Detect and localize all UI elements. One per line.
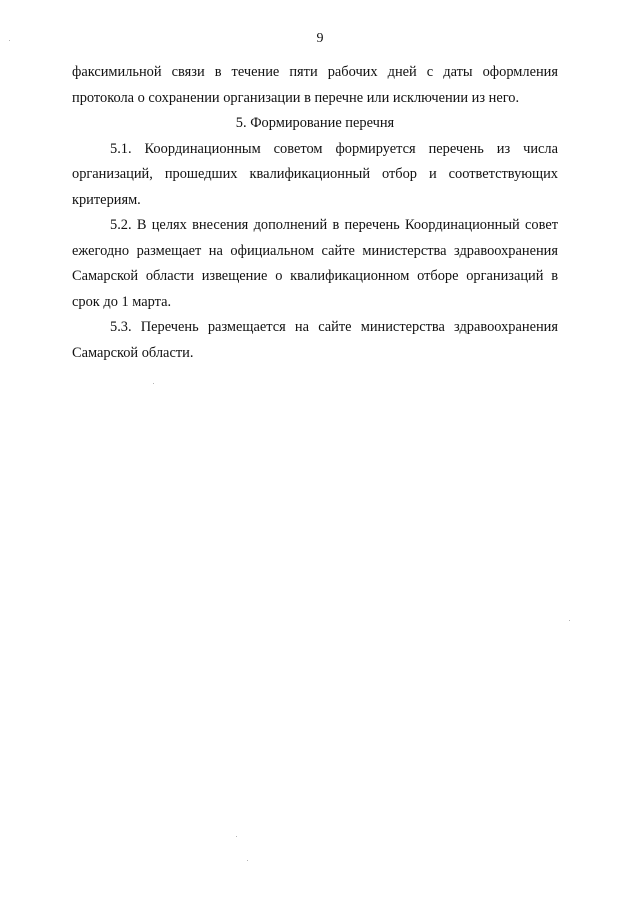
document-body — [72, 60, 558, 366]
paragraph-continuation: факсимильной связи в течение пяти рабочих дней с даты оформления протокола о сохранении организации в перечне или исключении из него. — [72, 64, 558, 106]
scan-speck — [9, 40, 10, 41]
paragraph-item-5-2: 5.2. В целях внесения дополнений в перечень Координационный совет ежегодно размещает на официальном сайте министерства здравоохранения Самарской области извещение о квалификационном отборе организаций в срок до 1 марта. — [72, 217, 558, 310]
scan-speck — [236, 836, 237, 837]
section-heading: 5. Формирование перечня — [235, 115, 395, 131]
page-number: 9 — [316, 31, 324, 46]
scan-speck — [569, 620, 570, 621]
scan-speck — [247, 860, 248, 861]
paragraph-item-5-3: 5.3. Перечень размещается на сайте министерства здравоохранения Самарской области. — [72, 319, 558, 361]
scan-speck — [153, 383, 154, 384]
paragraph-item-5-1: 5.1. Координационным советом формируется перечень из числа организаций, прошедших квалификационный отбор и соответствующих критериям. — [72, 140, 558, 208]
